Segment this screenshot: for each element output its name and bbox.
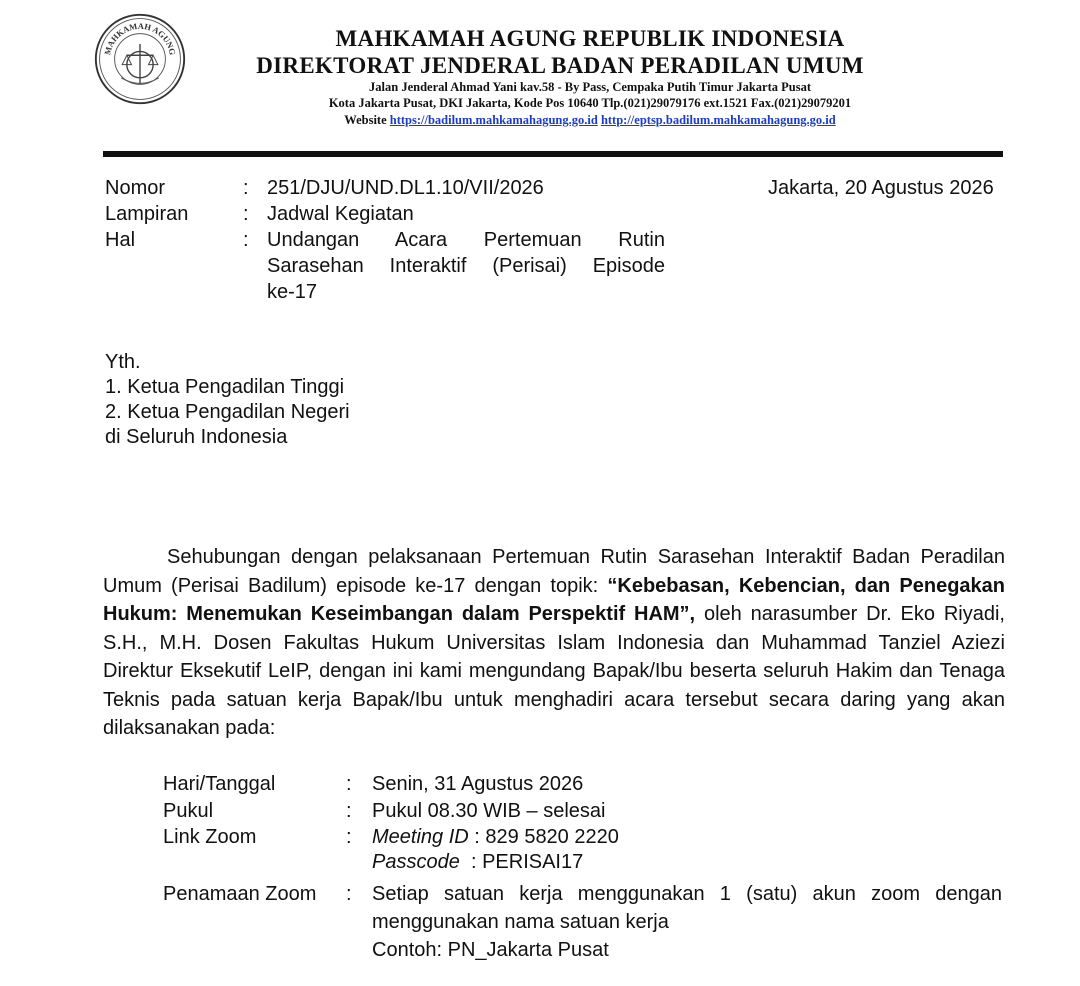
pukul-value: Pukul 08.30 WIB – selesai <box>372 800 606 822</box>
penamaan-label: Penamaan Zoom <box>163 883 317 905</box>
letterhead-divider <box>103 151 1003 157</box>
letterhead-website <box>180 113 1000 128</box>
recipient-block <box>105 350 350 450</box>
colon: : <box>243 229 249 251</box>
body-topic: “Kebebasan, Kebencian, dan Penegakan Hukum: Menemukan Keseimbangan dalam Perspektif HAM”, <box>103 574 1006 625</box>
eptsp-link[interactable]: http://eptsp.badilum.mahkamahagung.go.id <box>600 113 836 127</box>
badilum-link[interactable]: https://badilum.mahkamahagung.go.id <box>389 113 598 127</box>
letterhead-institution: MAHKAMAH AGUNG REPUBLIK INDONESIA <box>335 26 845 51</box>
recipient-item-2: 2. Ketua Pengadilan Negeri <box>105 401 350 423</box>
colon: : <box>346 826 352 848</box>
lampiran-label: Lampiran <box>105 203 189 225</box>
passcode <box>372 850 583 875</box>
hal-label: Hal <box>105 229 136 251</box>
mahkamah-agung-seal-logo <box>93 12 187 106</box>
meeting-id-label: Meeting ID <box>372 826 469 848</box>
hari-label: Hari/Tanggal <box>163 773 276 795</box>
recipient-location: di Seluruh Indonesia <box>105 426 288 448</box>
meeting-id <box>372 825 619 850</box>
meeting-id-value: : 829 5820 2220 <box>468 826 619 848</box>
hal-value-line3: ke-17 <box>267 281 318 303</box>
hari-value: Senin, 31 Agustus 2026 <box>372 773 584 795</box>
penamaan-line1: Setiap satuan kerja menggunakan 1 (satu) akun zoom dengan <box>372 883 1002 905</box>
zoom-label: Link Zoom <box>163 826 257 848</box>
nomor-label: Nomor <box>105 177 166 199</box>
hal-value-line1: Undangan Acara Pertemuan Rutin <box>267 229 665 251</box>
colon: : <box>346 800 352 822</box>
recipient-item-1: 1. Ketua Pengadilan Tinggi <box>105 376 345 398</box>
nomor-value: 251/DJU/UND.DL1.10/VII/2026 <box>267 177 544 199</box>
penamaan-example: Contoh: PN_Jakarta Pusat <box>372 939 609 961</box>
colon: : <box>346 883 352 905</box>
colon: : <box>243 203 249 225</box>
body-text-part1: Sehubungan dengan pelaksanaan Pertemuan Rutin Sarasehan Interaktif Badan Peradilan Umum (Perisai Badilum) episode ke-17 dengan topik: <box>103 546 1005 597</box>
penamaan-line2: menggunakan nama satuan kerja <box>372 911 669 933</box>
letterhead-contact: Kota Jakarta Pusat, DKI Jakarta, Kode Pos 10640 Tlp.(021)29079176 ext.1521 Fax.(021)29079201 <box>328 96 852 110</box>
colon: : <box>346 773 352 795</box>
website-label: Website <box>344 113 387 127</box>
body-text-part2: oleh narasumber Dr. Eko Riyadi, S.H., M.H. Dosen Fakultas Hukum Universitas Islam Indonesia dan Muhammad Tanziel Aziezi Direktur Eksekutif LeIP, dengan ini kami mengundang Bapak/Ibu beserta seluruh Hakim dan Tenaga Teknis pada satuan kerja Bapak/Ibu untuk menghadiri acara tersebut secara daring yang akan dilaksanakan pada: <box>103 603 1005 739</box>
pukul-label: Pukul <box>163 800 214 822</box>
passcode-label: Passcode <box>372 851 460 873</box>
letterhead-directorate: DIREKTORAT JENDERAL BADAN PERADILAN UMUM <box>256 53 864 78</box>
letterhead-address: Jalan Jenderal Ahmad Yani kav.58 - By Pass, Cempaka Putih Timur Jakarta Pusat <box>369 80 811 94</box>
body-paragraph <box>103 543 1005 743</box>
colon: : <box>243 177 249 199</box>
recipient-salutation: Yth. <box>105 351 141 373</box>
place-date: Jakarta, 20 Agustus 2026 <box>768 177 994 199</box>
seal-text: MAHKAMAH AGUNG <box>102 20 178 56</box>
hal-value-line2: Sarasehan Interaktif (Perisai) Episode <box>267 255 665 277</box>
lampiran-value: Jadwal Kegiatan <box>267 203 414 225</box>
passcode-value: : PERISAI17 <box>459 851 584 873</box>
